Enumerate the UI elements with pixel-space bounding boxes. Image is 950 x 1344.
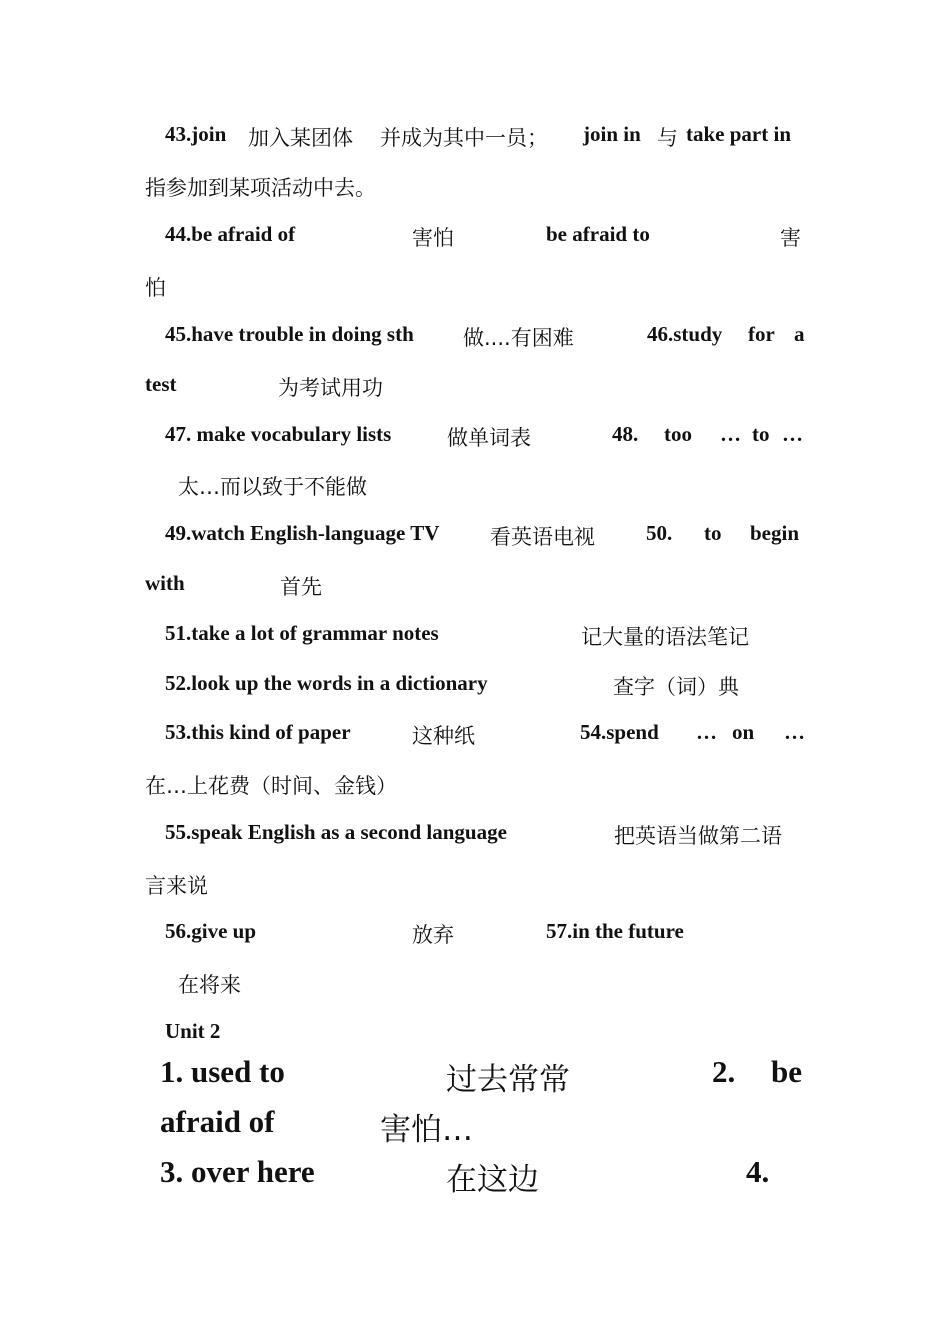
item-46-term-a: a bbox=[794, 322, 805, 346]
item-43-continuation: 指参加到某项活动中去。 bbox=[145, 176, 376, 200]
item-49-term: 49.watch English-language TV bbox=[165, 521, 440, 545]
unit-2-heading: Unit 2 bbox=[165, 1019, 221, 1043]
item-47-meaning: 做单词表 bbox=[447, 426, 531, 450]
item-46-meaning: 为考试用功 bbox=[278, 376, 383, 400]
item-54-meaning: 在…上花费（时间、金钱） bbox=[145, 774, 397, 798]
item-54-term: 54.spend bbox=[580, 720, 659, 744]
unit2-item-2-number: 2. bbox=[712, 1054, 736, 1089]
item-56-meaning: 放弃 bbox=[412, 923, 454, 947]
unit2-item-1-meaning: 过去常常 bbox=[446, 1062, 570, 1098]
item-49-meaning: 看英语电视 bbox=[490, 525, 595, 549]
item-48-too: too bbox=[664, 422, 692, 446]
item-44-continuation: 怕 bbox=[145, 276, 166, 300]
item-43-term: 43.join bbox=[165, 122, 227, 146]
item-56-term: 56.give up bbox=[165, 919, 257, 943]
item-52-term: 52.look up the words in a dictionary bbox=[165, 671, 488, 695]
item-52-meaning: 查字（词）典 bbox=[613, 675, 739, 699]
unit2-item-4-number: 4. bbox=[746, 1154, 770, 1189]
item-50-meaning: 首先 bbox=[280, 575, 322, 599]
item-54-on: on bbox=[732, 720, 755, 744]
item-50-number: 50. bbox=[646, 521, 673, 545]
item-55-continuation: 言来说 bbox=[145, 874, 208, 898]
item-48-meaning: 太…而以致于不能做 bbox=[178, 475, 367, 499]
item-55-term: 55.speak English as a second language bbox=[165, 820, 507, 844]
item-51-term: 51.take a lot of grammar notes bbox=[165, 621, 439, 645]
item-43-term-2: join in bbox=[583, 122, 641, 146]
item-46-term-for: for bbox=[748, 322, 775, 346]
item-46-continuation: test bbox=[145, 372, 177, 396]
item-54-ellipsis-1: … bbox=[696, 720, 717, 744]
item-53-term: 53.this kind of paper bbox=[165, 720, 351, 744]
unit2-item-2-continuation: afraid of bbox=[160, 1104, 275, 1139]
item-48-ellipsis-2: … bbox=[782, 422, 803, 446]
item-48-to: to bbox=[752, 422, 770, 446]
item-50-continuation: with bbox=[145, 571, 185, 595]
item-44-term: 44.be afraid of bbox=[165, 222, 296, 246]
item-53-meaning: 这种纸 bbox=[412, 724, 475, 748]
item-43-meaning-a: 加入某团体 bbox=[248, 126, 353, 150]
item-51-meaning: 记大量的语法笔记 bbox=[581, 625, 749, 649]
item-48-number: 48. bbox=[612, 422, 639, 446]
item-45-term: 45.have trouble in doing sth bbox=[165, 322, 414, 346]
unit2-item-3-term: 3. over here bbox=[160, 1154, 315, 1189]
item-47-term: 47. make vocabulary lists bbox=[165, 422, 392, 446]
item-43-term-3: take part in bbox=[686, 122, 791, 146]
item-44-meaning-2: 害 bbox=[780, 226, 801, 250]
item-44-term-2: be afraid to bbox=[546, 222, 650, 246]
unit2-item-1-term: 1. used to bbox=[160, 1054, 285, 1089]
item-50-to: to bbox=[704, 521, 722, 545]
item-50-begin: begin bbox=[750, 521, 800, 545]
unit2-item-3-meaning: 在这边 bbox=[446, 1162, 539, 1198]
item-57-meaning: 在将来 bbox=[178, 973, 241, 997]
item-46-term: 46.study bbox=[647, 322, 723, 346]
item-43-meaning-b: 并成为其中一员； bbox=[380, 126, 548, 150]
item-44-meaning: 害怕 bbox=[412, 226, 454, 250]
item-55-meaning: 把英语当做第二语 bbox=[614, 824, 782, 848]
item-48-ellipsis-1: … bbox=[720, 422, 741, 446]
item-57-term: 57.in the future bbox=[546, 919, 684, 943]
item-43-connector: 与 bbox=[657, 126, 678, 150]
item-54-ellipsis-2: … bbox=[784, 720, 805, 744]
unit2-item-2-meaning: 害怕… bbox=[380, 1112, 473, 1148]
item-45-meaning: 做....有困难 bbox=[463, 326, 574, 350]
unit2-item-2-be: be bbox=[771, 1054, 802, 1089]
